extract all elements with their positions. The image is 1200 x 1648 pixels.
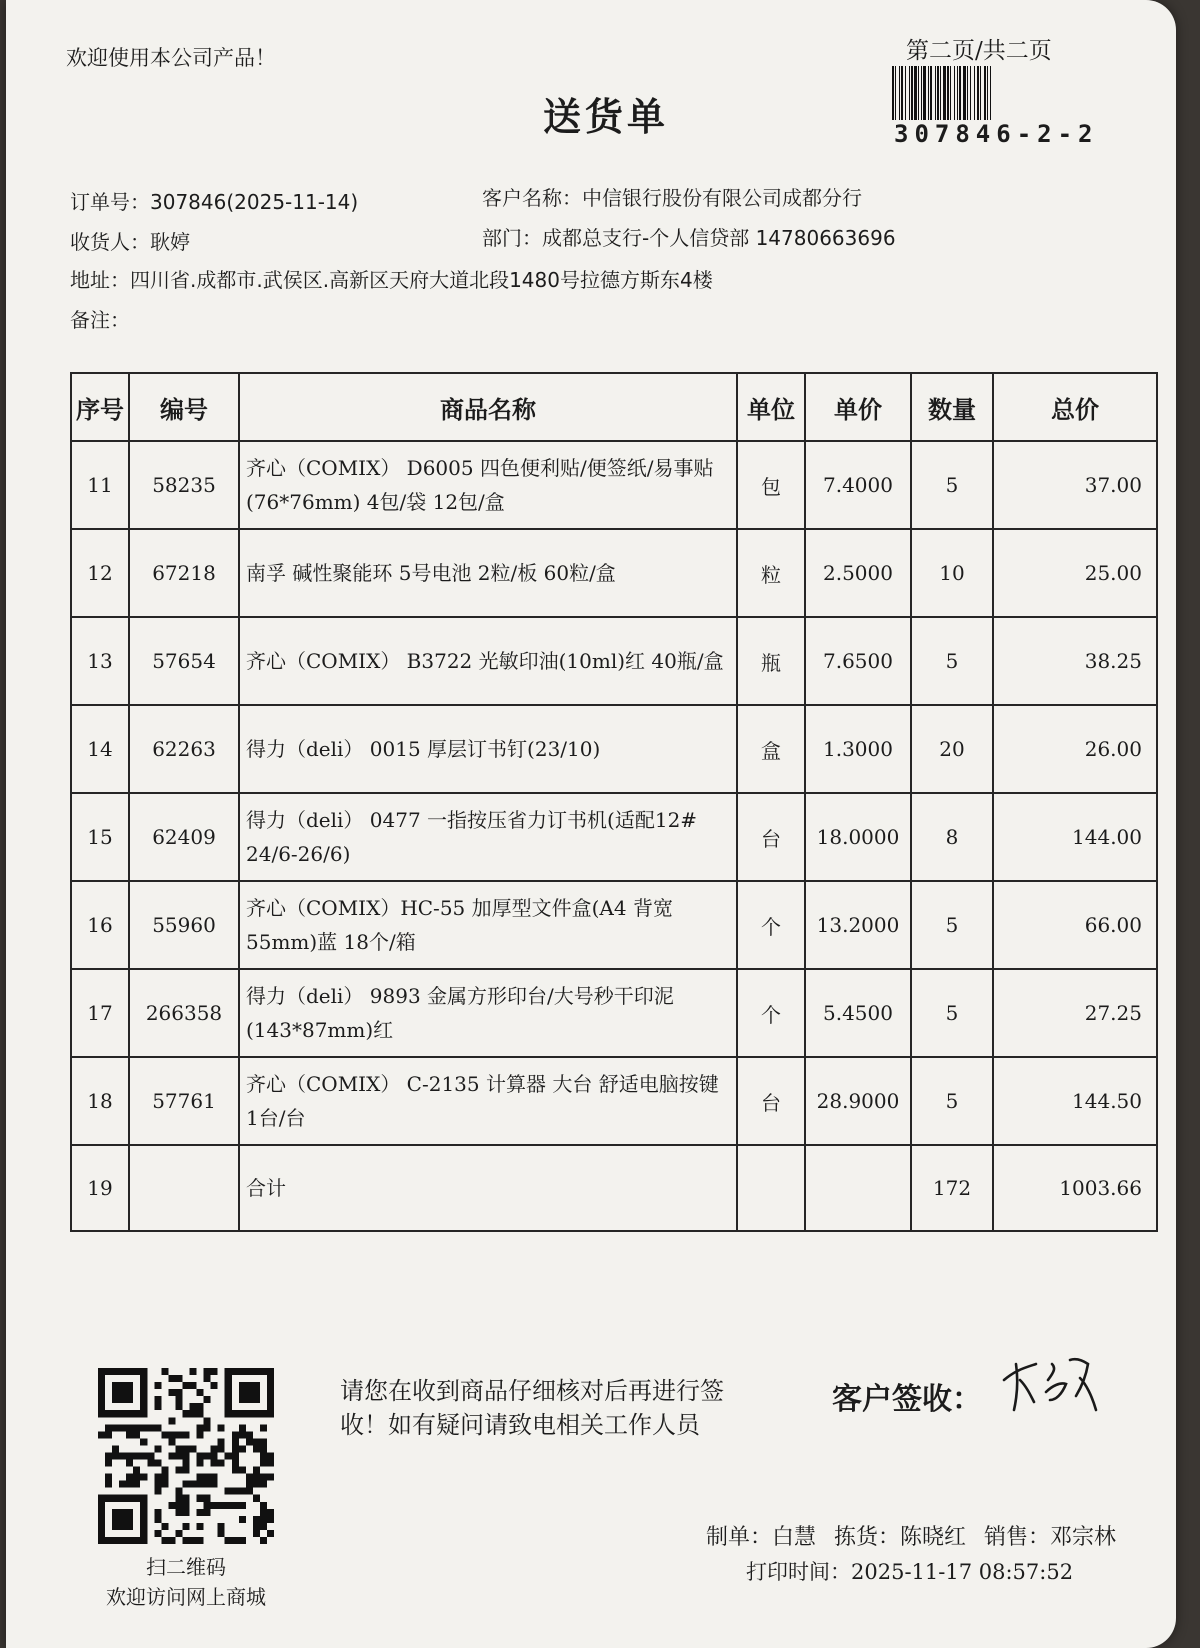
cell-qty: 5 <box>911 881 993 969</box>
customer-label: 客户名称： <box>482 186 582 210</box>
cell-code: 57654 <box>129 617 239 705</box>
cell-unit: 盒 <box>737 705 805 793</box>
cell-qty: 5 <box>911 1057 993 1145</box>
cell-name: 得力（deli） 0015 厚层订书钉(23/10) <box>239 705 737 793</box>
customer-sign-label: 客户签收： <box>832 1382 982 1417</box>
cell-total: 38.25 <box>993 617 1157 705</box>
cell-qty: 5 <box>911 969 993 1057</box>
cell-unit: 台 <box>737 793 805 881</box>
department-value: 成都总支行-个人信贷部 14780663696 <box>542 226 896 250</box>
cell-unit <box>737 1145 805 1231</box>
header-code: 编号 <box>129 373 239 441</box>
cell-seq: 16 <box>71 881 129 969</box>
cell-price: 13.2000 <box>805 881 911 969</box>
table-row <box>71 969 1157 1057</box>
cell-seq: 12 <box>71 529 129 617</box>
header-name: 商品名称 <box>239 373 737 441</box>
address-value: 四川省.成都市.武侯区.高新区天府大道北段1480号拉德方斯东4楼 <box>130 268 713 292</box>
cell-total-qty: 172 <box>911 1145 993 1231</box>
staff-line <box>706 1520 1134 1551</box>
cell-name: 齐心（COMIX）HC-55 加厚型文件盒(A4 背宽55mm)蓝 18个/箱 <box>239 881 737 969</box>
cell-qty: 10 <box>911 529 993 617</box>
cell-price: 18.0000 <box>805 793 911 881</box>
remark-line <box>70 304 130 333</box>
department-line <box>482 222 896 251</box>
customer-value: 中信银行股份有限公司成都分行 <box>582 186 862 210</box>
recipient-label: 收货人： <box>70 230 150 254</box>
cell-total: 66.00 <box>993 881 1157 969</box>
cell-price: 7.4000 <box>805 441 911 529</box>
recipient-line <box>70 226 190 255</box>
document-title: 送货单 <box>542 95 669 139</box>
cell-code: 57761 <box>129 1057 239 1145</box>
table-total-row <box>71 1145 1157 1231</box>
cell-seq: 19 <box>71 1145 129 1231</box>
remark-label: 备注： <box>70 308 130 332</box>
cell-code: 266358 <box>129 969 239 1057</box>
cell-total: 25.00 <box>993 529 1157 617</box>
department-label: 部门： <box>482 226 542 250</box>
table-row <box>71 705 1157 793</box>
cell-code: 58235 <box>129 441 239 529</box>
cell-total: 144.50 <box>993 1057 1157 1145</box>
cell-seq: 18 <box>71 1057 129 1145</box>
maker-text: 制单：白慧 <box>706 1525 817 1550</box>
cell-code: 62263 <box>129 705 239 793</box>
page-indicator: 第二页/共二页 <box>906 38 1052 64</box>
cell-unit: 包 <box>737 441 805 529</box>
barcode-number: 307846-2-2 <box>894 120 1099 148</box>
cell-total: 27.25 <box>993 969 1157 1057</box>
cell-seq: 11 <box>71 441 129 529</box>
order-number-label: 订单号： <box>70 190 150 214</box>
print-time: 打印时间：2025-11-17 08:57:52 <box>746 1560 1074 1584</box>
table-header-row <box>71 373 1157 441</box>
cell-price <box>805 1145 911 1231</box>
header-qty: 数量 <box>911 373 993 441</box>
header-price: 单价 <box>805 373 911 441</box>
cell-name: 齐心（COMIX） C-2135 计算器 大台 舒适电脑按键 1台/台 <box>239 1057 737 1145</box>
header-total: 总价 <box>993 373 1157 441</box>
welcome-text: 欢迎使用本公司产品！ <box>66 46 276 70</box>
delivery-note-paper <box>6 0 1176 1648</box>
cell-qty: 20 <box>911 705 993 793</box>
cell-seq: 17 <box>71 969 129 1057</box>
cell-total: 26.00 <box>993 705 1157 793</box>
cell-unit: 个 <box>737 881 805 969</box>
table-row <box>71 441 1157 529</box>
cell-total: 144.00 <box>993 793 1157 881</box>
cell-seq: 13 <box>71 617 129 705</box>
order-number-value: 307846(2025-11-14) <box>150 190 359 214</box>
cell-price: 2.5000 <box>805 529 911 617</box>
cell-name: 南孚 碱性聚能环 5号电池 2粒/板 60粒/盒 <box>239 529 737 617</box>
picker-text: 拣货：陈晓红 <box>834 1525 967 1550</box>
table-row <box>71 793 1157 881</box>
cell-qty: 8 <box>911 793 993 881</box>
barcode-image <box>890 66 1106 120</box>
cell-price: 1.3000 <box>805 705 911 793</box>
cell-code <box>129 1145 239 1231</box>
cell-name: 得力（deli） 0477 一指按压省力订书机(适配12# 24/6-26/6) <box>239 793 737 881</box>
cell-price: 28.9000 <box>805 1057 911 1145</box>
cell-seq: 15 <box>71 793 129 881</box>
address-label: 地址： <box>70 268 130 292</box>
qr-label-scan: 扫二维码 <box>146 1555 226 1579</box>
order-number-line <box>70 186 358 215</box>
table-row <box>71 529 1157 617</box>
cell-unit: 个 <box>737 969 805 1057</box>
table-row <box>71 617 1157 705</box>
qr-label-visit: 欢迎访问网上商城 <box>106 1585 266 1609</box>
table-row <box>71 1057 1157 1145</box>
cell-code: 62409 <box>129 793 239 881</box>
cell-name: 齐心（COMIX） B3722 光敏印油(10ml)红 40瓶/盒 <box>239 617 737 705</box>
cell-unit: 粒 <box>737 529 805 617</box>
cell-unit: 台 <box>737 1057 805 1145</box>
cell-unit: 瓶 <box>737 617 805 705</box>
cell-qty: 5 <box>911 441 993 529</box>
signing-notice: 请您在收到商品仔细核对后再进行签收！如有疑问请致电相关工作人员 <box>340 1377 724 1439</box>
qr-code-image <box>98 1368 274 1544</box>
cell-price: 5.4500 <box>805 969 911 1057</box>
header-unit: 单位 <box>737 373 805 441</box>
cell-price: 7.6500 <box>805 617 911 705</box>
handwritten-signature <box>996 1350 1106 1420</box>
cell-total-label: 合计 <box>239 1145 737 1231</box>
customer-line <box>482 182 862 211</box>
cell-code: 55960 <box>129 881 239 969</box>
sales-text: 销售：邓宗林 <box>984 1525 1117 1550</box>
cell-name: 得力（deli） 9893 金属方形印台/大号秒干印泥(143*87mm)红 <box>239 969 737 1057</box>
cell-seq: 14 <box>71 705 129 793</box>
cell-grand-total: 1003.66 <box>993 1145 1157 1231</box>
cell-total: 37.00 <box>993 441 1157 529</box>
table-row <box>71 881 1157 969</box>
cell-name: 齐心（COMIX） D6005 四色便利贴/便签纸/易事贴(76*76mm) 4包/袋 12包/盒 <box>239 441 737 529</box>
cell-code: 67218 <box>129 529 239 617</box>
header-seq: 序号 <box>71 373 129 441</box>
items-table <box>70 372 1158 1232</box>
address-line <box>70 264 713 293</box>
cell-qty: 5 <box>911 617 993 705</box>
recipient-value: 耿婷 <box>150 230 190 254</box>
